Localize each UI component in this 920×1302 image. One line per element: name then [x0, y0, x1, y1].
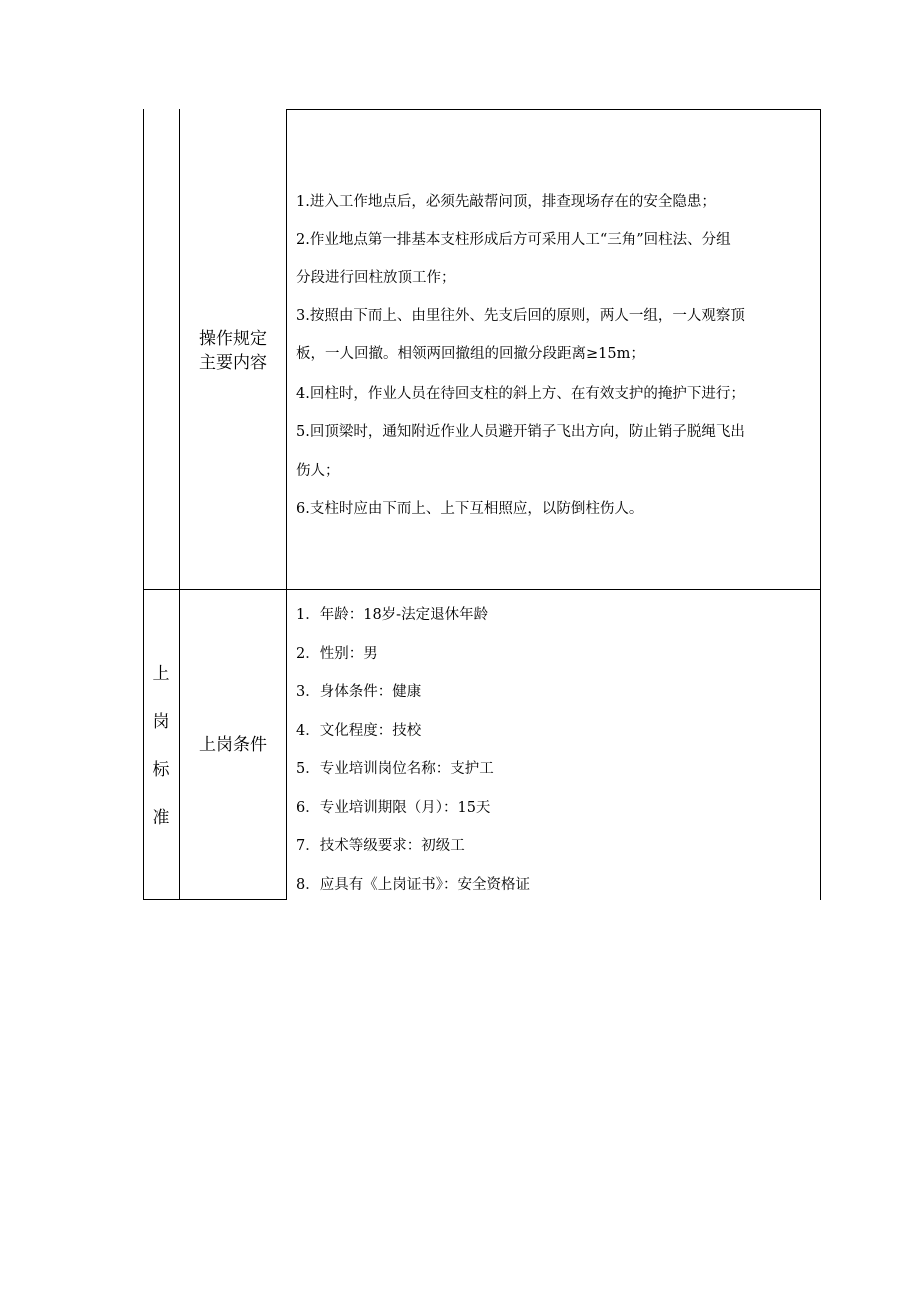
condition-item-4: 4．文化程度：技校 [296, 723, 422, 739]
post-standard-char-2: 岗 [152, 712, 170, 732]
operation-label [180, 327, 286, 375]
operation-item-1: 1.进入工作地点后，必须先敲帮问顶，排查现场存在的安全隐患； [296, 194, 716, 210]
condition-item-2: 2．性别：男 [296, 646, 378, 662]
condition-item-6: 6．专业培训期限（月）：15天 [296, 800, 491, 816]
operation-item-5b: 伤人； [296, 463, 340, 479]
condition-item-7: 7．技术等级要求：初级工 [296, 838, 465, 854]
post-standard-char-4: 准 [152, 808, 170, 828]
post-condition-label: 上岗条件 [199, 735, 267, 755]
post-standard-char-1: 上 [152, 664, 170, 684]
table-row-divider [143, 589, 821, 590]
operation-item-6: 6.支柱时应由下而上、上下互相照应，以防倒柱伤人。 [296, 501, 644, 517]
operation-label-line2: 主要内容 [199, 353, 267, 373]
condition-item-8: 8．应具有《上岗证书》：安全资格证 [296, 877, 530, 893]
operation-item-5a: 5.回顶梁时，通知附近作业人员避开销子飞出方向，防止销子脱绳飞出 [296, 424, 745, 440]
operation-item-2a: 2.作业地点第一排基本支柱形成后方可采用人工“三角”回柱法、分组 [296, 232, 731, 248]
table-border-bottom [143, 899, 287, 900]
condition-item-3: 3．身体条件：健康 [296, 684, 422, 700]
table-border-right [820, 109, 821, 900]
operation-item-3b: 板，一人回撤。相领两回撤组的回撤分段距离≥15m； [296, 346, 645, 362]
condition-item-5: 5．专业培训岗位名称：支护工 [296, 761, 494, 777]
operation-item-2b: 分段进行回柱放顶工作； [296, 270, 456, 286]
post-standard-char-3: 标 [152, 760, 170, 780]
operation-item-3a: 3.按照由下而上、由里往外、先支后回的原则，两人一组，一人观察顶 [296, 308, 745, 324]
table-divider-col1 [179, 109, 180, 900]
condition-item-1: 1．年龄：18岁-法定退休年龄 [296, 607, 489, 623]
operation-label-line1: 操作规定 [199, 329, 267, 349]
table-border-top-right [286, 109, 821, 110]
operation-item-4: 4.回柱时，作业人员在待回支柱的斜上方、在有效支护的掩护下进行； [296, 386, 745, 402]
table-divider-col2 [286, 109, 287, 900]
